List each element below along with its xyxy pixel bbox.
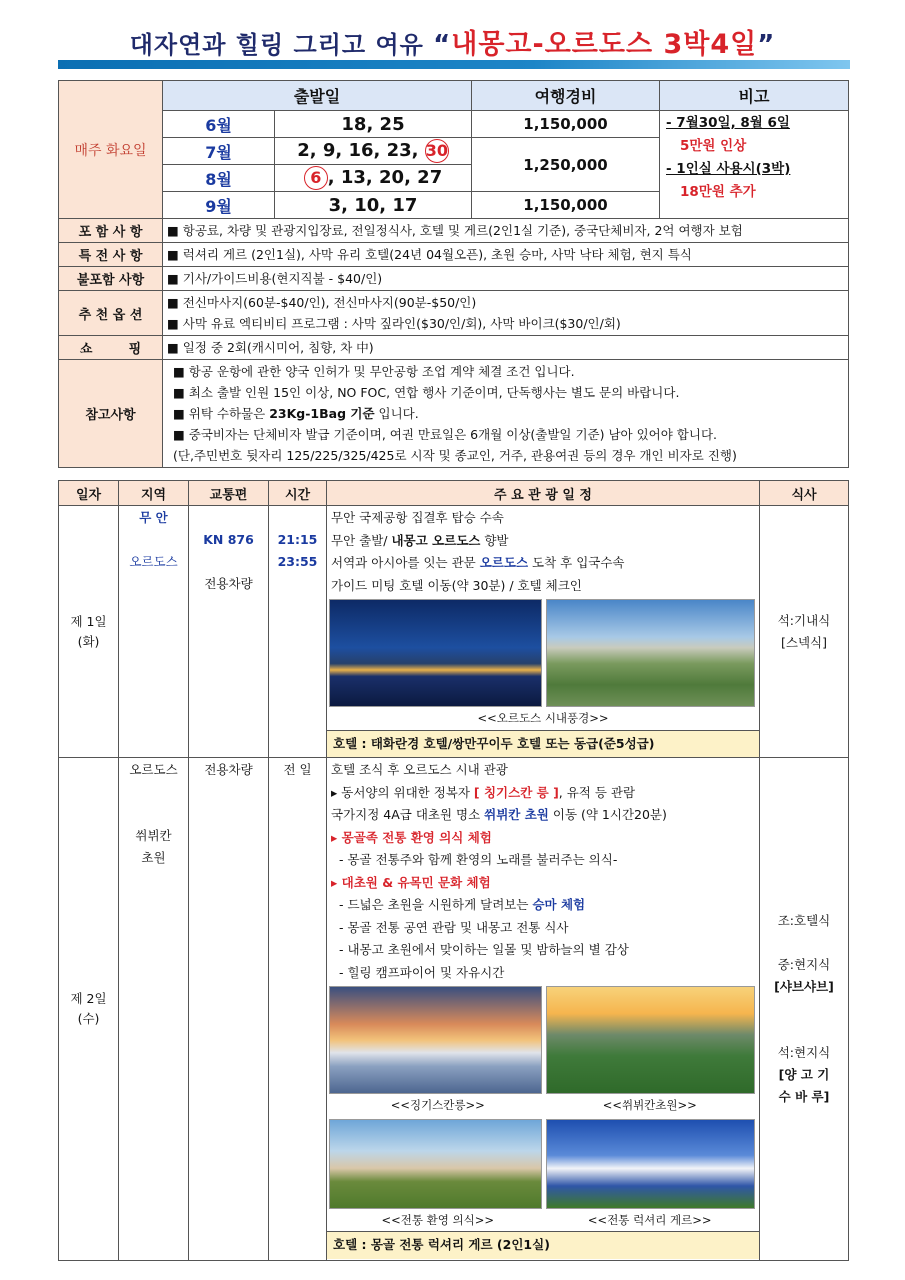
day1-time (269, 506, 327, 758)
info-label: 참고사항 (59, 360, 163, 468)
region: 무 안 (139, 510, 168, 525)
welcome-ceremony-photo (329, 1119, 542, 1209)
day1-schedule (327, 506, 760, 758)
schedule-line (331, 804, 755, 827)
baggage-rule: 23Kg-1Bag 기준 (269, 406, 375, 421)
region: 오르도스 (129, 554, 178, 569)
circled-date: 30 (425, 139, 449, 163)
vehicle: 전용차량 (204, 576, 253, 591)
info-value (163, 360, 849, 468)
price-july-august: 1,250,000 (472, 138, 660, 192)
schedule-line: - 몽골 전통주와 함께 환영의 노래를 불러주는 의식- (339, 852, 618, 867)
info-label: 포 함 사 항 (59, 219, 163, 243)
schedule-line (331, 782, 755, 805)
dates-september: 3, 10, 17 (275, 192, 472, 219)
dates-august-text: , 13, 20, 27 (327, 167, 443, 188)
attraction: 쒸뷔칸 초원 (484, 807, 549, 822)
day2-meal (760, 758, 849, 1261)
month-june: 6월 (163, 111, 275, 138)
info-label: 쇼 핑 (59, 336, 163, 360)
text: 향발 (480, 532, 509, 548)
day1-meal (760, 506, 849, 758)
remark-header: 비고 (660, 81, 849, 111)
schedule-line (331, 894, 755, 917)
info-label: 추 천 옵 션 (59, 291, 163, 336)
photo-caption: <<전통 환영 의식>> (381, 1212, 494, 1227)
grassland-photo (546, 986, 756, 1094)
caption-row (331, 1209, 755, 1232)
remarks-cell (660, 111, 849, 219)
photo-caption: <<오르도스 시내풍경>> (477, 711, 609, 725)
info-label: 특 전 사 항 (59, 243, 163, 267)
col-day: 일자 (59, 481, 119, 506)
schedule-line: ▸ 몽골족 전통 환영 의식 체험 (331, 829, 492, 845)
info-value: ■ 럭셔리 게르 (2인1실), 사막 유리 호텔(24년 04월오픈), 초원 승마, 사막 낙타 체험, 현지 특식 (163, 243, 849, 267)
departure-header: 출발일 (163, 81, 472, 111)
meal: [양 고 기 (778, 1067, 830, 1082)
day1-cell (59, 506, 119, 758)
hotel-info: 호텔 : 몽골 전통 럭셔리 게르 (2인1실) (327, 1231, 759, 1259)
day-number: 제 1일 (70, 613, 107, 629)
night-city-photo (329, 599, 542, 707)
schedule-line: 가이드 미팅 호텔 이동(약 30분) / 호텔 체크인 (331, 577, 582, 593)
price-september: 1,150,000 (472, 192, 660, 219)
photo-caption: <<전통 럭셔리 게르>> (587, 1212, 712, 1227)
text: 국가지정 4A급 대초원 명소 (331, 807, 485, 822)
info-line: ■ 전신마사지(60분-$40/인), 전신마사지(90분-$50/인) (167, 295, 477, 310)
day-weekday: (화) (77, 633, 100, 649)
col-main: 주 요 관 광 일 정 (327, 481, 760, 506)
meal: [샤브샤브] (774, 979, 834, 994)
schedule-line: - 힐링 캠프파이어 및 자유시간 (339, 964, 505, 980)
region: 쒸뷔칸 (135, 828, 172, 843)
price-header: 여행경비 (472, 81, 660, 111)
meal: 수 바 루] (778, 1089, 830, 1104)
luxury-ger-photo (546, 1119, 756, 1209)
day-number: 제 2일 (70, 991, 107, 1006)
price-june: 1,150,000 (472, 111, 660, 138)
remark-line4: 18만원 추가 (680, 184, 756, 200)
title-highlight: 내몽고-오르도스 3박4일 (451, 29, 758, 60)
schedule-line: - 내몽고 초원에서 맞이하는 일몰 및 밤하늘의 별 감상 (339, 942, 629, 957)
remark-line1: - 7월30일, 8월 6일 (666, 115, 790, 131)
remark-line3: - 1인실 사용시(3박) (666, 161, 791, 177)
schedule-line: 호텔 조식 후 오르도스 시내 관광 (331, 762, 508, 777)
photo-caption: <<징기스칸릉>> (390, 1098, 485, 1112)
month-july: 7월 (163, 138, 275, 165)
info-value (163, 291, 849, 336)
meal: [스넥식] (781, 634, 827, 650)
title-close-quote: ” (757, 30, 776, 60)
region: 초원 (141, 850, 166, 865)
photo-row (329, 599, 755, 707)
circled-date: 6 (304, 166, 328, 190)
meal: 석:현지식 (777, 1045, 831, 1060)
col-transport: 교통편 (189, 481, 269, 506)
city-aerial-photo (546, 599, 756, 707)
hotel-info: 호텔 : 태화란경 호텔/쌍만꾸이두 호텔 또는 동급(준5성급) (327, 730, 759, 758)
dates-july-text: 2, 9, 16, 23, (297, 140, 419, 161)
day2-cell (59, 758, 119, 1261)
text: ▸ 동서양의 위대한 정복자 (331, 784, 474, 800)
title-underline-bar (58, 60, 850, 69)
region: 오르도스 (129, 762, 178, 777)
info-value: ■ 기사/가이드비용(현지직불 - $40/인) (163, 267, 849, 291)
info-label: 불포함 사항 (59, 267, 163, 291)
photo-row (329, 986, 755, 1094)
col-region: 지역 (119, 481, 189, 506)
day2-transport: 전용차량 (189, 758, 269, 1261)
dates-june: 18, 25 (275, 111, 472, 138)
info-value: ■ 항공료, 차량 및 관광지입장료, 전일정식사, 호텔 및 게르(2인1실 기준), 중국단체비자, 2억 여행자 보험 (163, 219, 849, 243)
activity: 승마 체험 (532, 897, 586, 912)
day-weekday: (수) (77, 1011, 100, 1026)
info-line: (단,주민번호 뒷자리 125/225/325/425로 시작 및 종교인, 거주, 관용여권 등의 경우 개인 비자로 진행) (173, 448, 737, 463)
page-title (0, 22, 905, 61)
title-open-quote: “ (433, 30, 452, 60)
destination: 오르도스 (479, 555, 529, 570)
info-line: ■ 최소 출발 인원 15인 이상, NO FOC, 연합 행사 기준이며, 단독행사는 별도 문의 바랍니다. (173, 385, 680, 400)
text: 서역과 아시아를 잇는 관문 (331, 555, 480, 570)
itinerary-table (58, 480, 849, 1261)
info-line: ■ 위탁 수하물은 23Kg-1Bag 기준 입니다. (173, 406, 419, 421)
day1-region (119, 506, 189, 758)
col-meal: 식사 (760, 481, 849, 506)
genghis-khan-mausoleum-photo (329, 986, 542, 1094)
remark-line2: 5만원 인상 (680, 138, 747, 154)
col-time: 시간 (269, 481, 327, 506)
flight-number: KN 876 (203, 532, 254, 547)
time: 23:55 (277, 554, 318, 569)
schedule-line (331, 530, 755, 553)
day2-schedule (327, 758, 760, 1261)
text: , 유적 등 관람 (558, 784, 636, 800)
day2-time: 전 일 (269, 758, 327, 1261)
caption-row (331, 1094, 755, 1117)
day1-transport (189, 506, 269, 758)
meal: 중:현지식 (777, 957, 831, 972)
info-value: ■ 일정 중 2회(캐시미어, 침향, 차 中) (163, 336, 849, 360)
departure-table (58, 80, 849, 468)
time: 21:15 (277, 532, 318, 547)
schedule-line: - 몽골 전통 공연 관람 및 내몽고 전통 식사 (339, 919, 569, 935)
text: - 드넓은 초원을 시원하게 달려보는 (339, 897, 533, 912)
photo-row (329, 1119, 755, 1209)
weekday-label: 매주 화요일 (59, 81, 163, 219)
day2-region (119, 758, 189, 1261)
attraction: [ 칭기스칸 릉 ] (473, 784, 559, 800)
schedule-line: 무안 국제공항 집결후 탑승 수속 (331, 510, 504, 525)
month-september: 9월 (163, 192, 275, 219)
schedule-line (331, 552, 755, 575)
title-prefix: 대자연과 힐링 그리고 여유 (129, 31, 424, 59)
month-august: 8월 (163, 165, 275, 192)
text: 무안 출발/ (331, 532, 392, 548)
meal: 조:호텔식 (777, 913, 831, 928)
dates-august (275, 165, 472, 192)
meal: 석:기내식 (777, 612, 831, 628)
info-line: ■ 사막 유료 엑티비티 프로그램 : 사막 짚라인($30/인/회), 사막 바이크($30/인/회) (167, 316, 621, 331)
text: 도착 후 입국수속 (528, 555, 625, 570)
dates-july (275, 138, 472, 165)
photo-caption: <<쒸뷔칸초원>> (602, 1098, 697, 1112)
info-line: ■ 중국비자는 단체비자 발급 기준이며, 여권 만료일은 6개월 이상(출발일 기준) 남아 있어야 합니다. (173, 427, 717, 442)
text: 이동 (약 1시간20분) (548, 807, 667, 822)
info-line: ■ 항공 운항에 관한 양국 인허가 및 무안공항 조업 계약 체결 조건 입니다. (173, 364, 575, 379)
destination: 내몽고 오르도스 (391, 532, 481, 548)
schedule-line: ▸ 대초원 & 유목민 문화 체험 (331, 874, 491, 890)
